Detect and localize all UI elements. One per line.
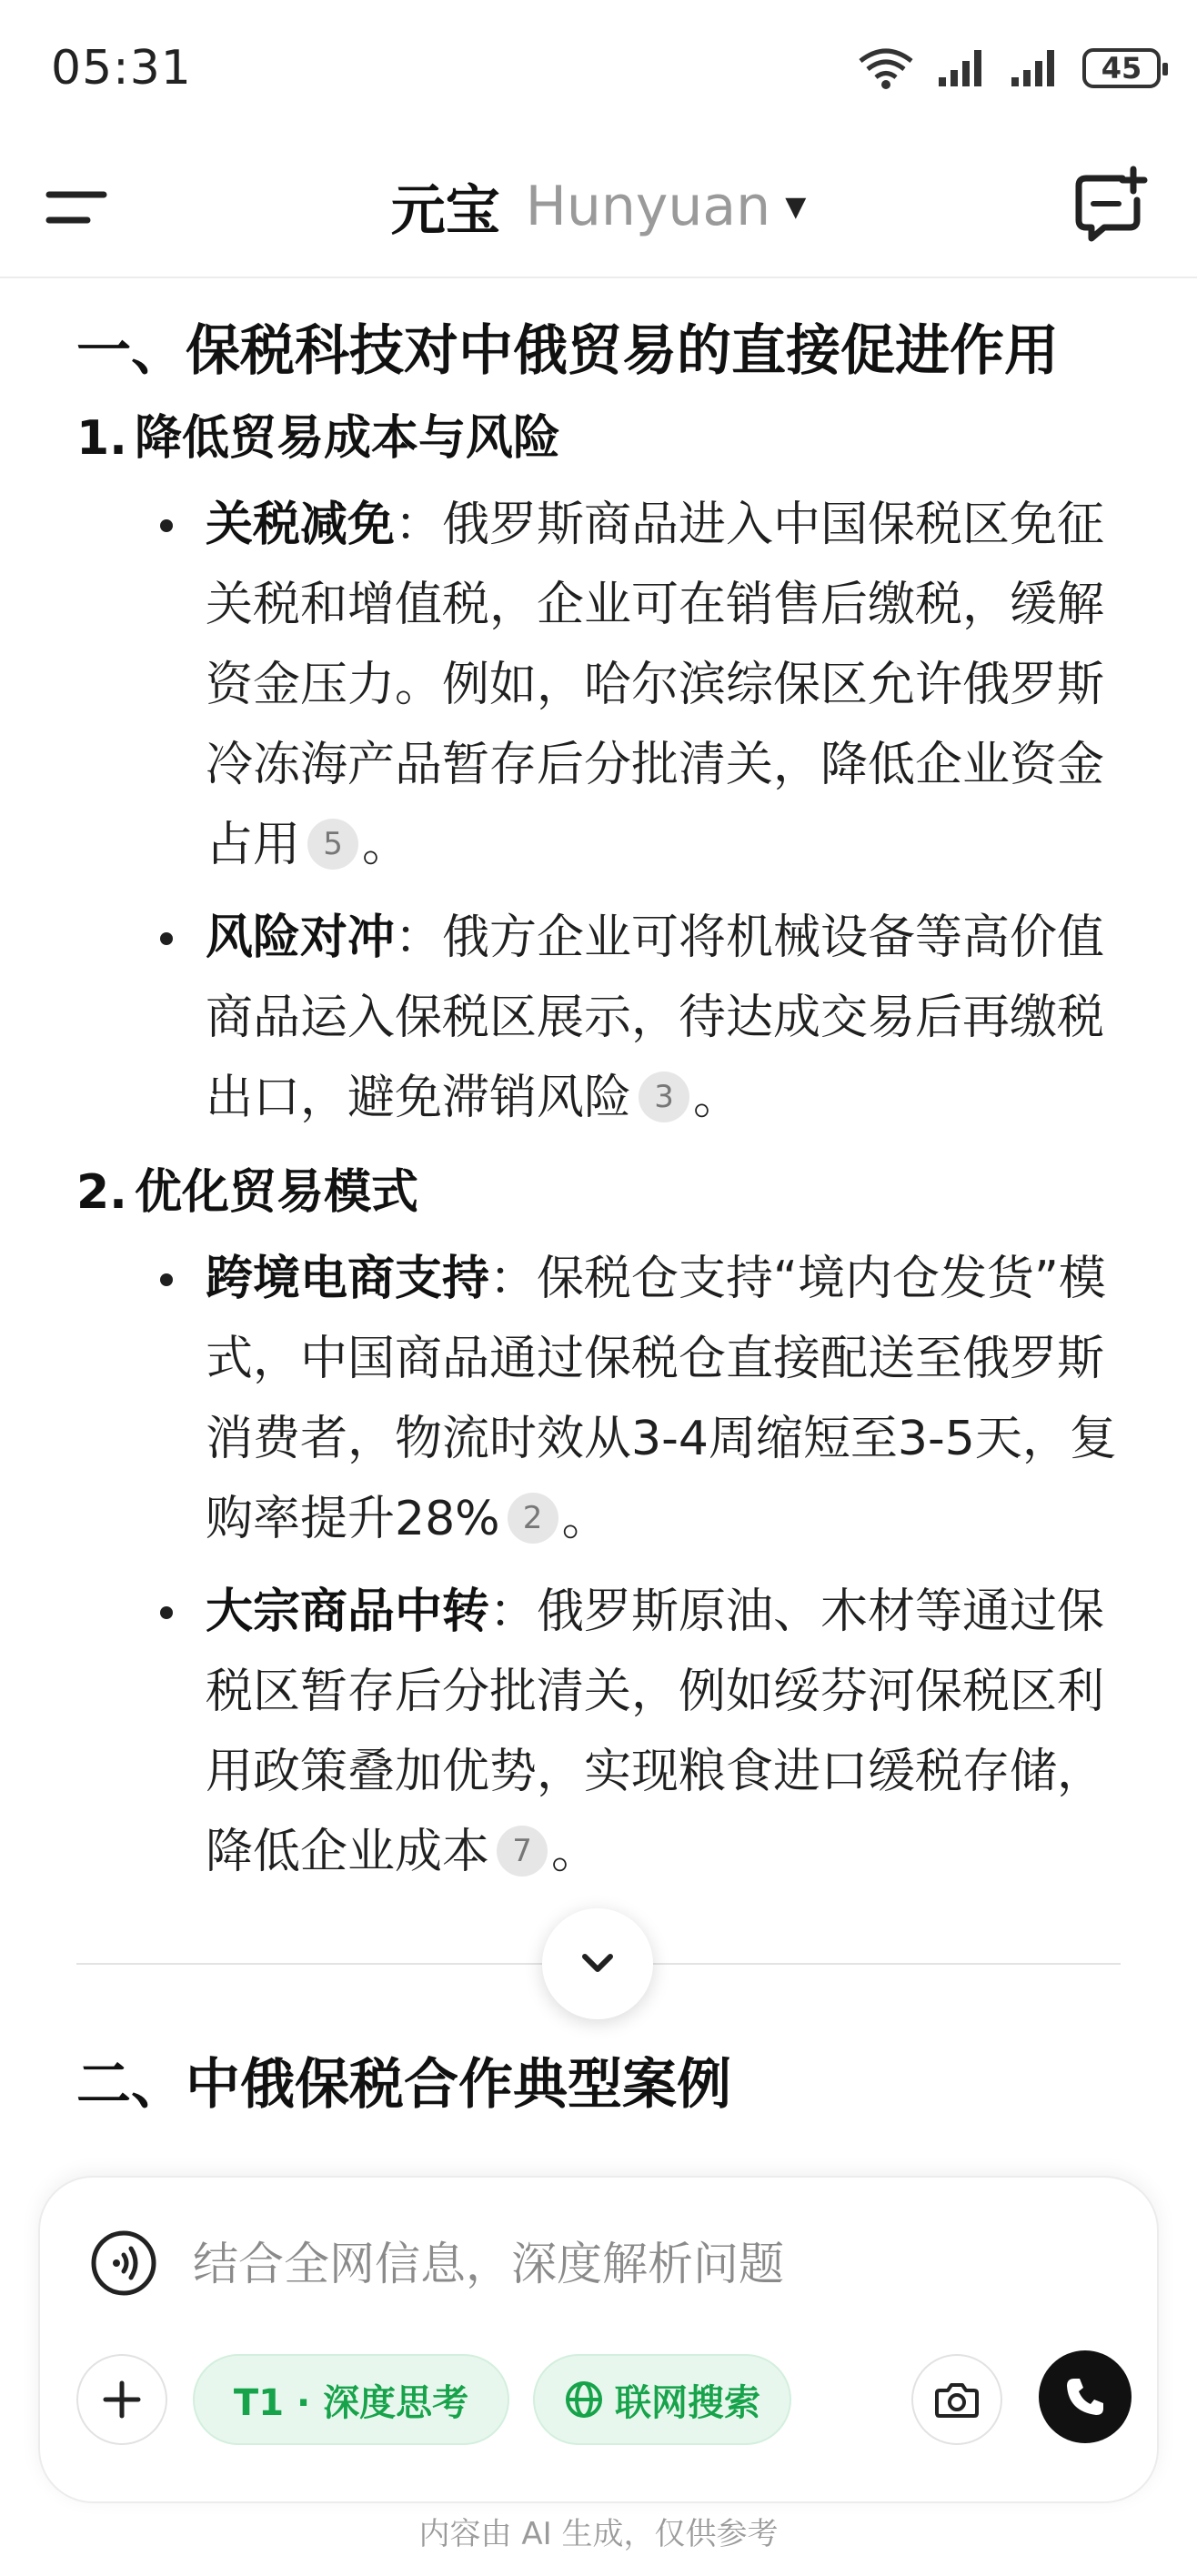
bullet-text: 俄罗斯商品进入中国保税区免征关税和增值税，企业可在销售后缴税，缓解资金压力。例如，哈尔滨综保区允许俄罗斯冷冻海产品暂存后分批清关，降低企业资金占用	[206, 497, 1105, 872]
web-search-label: 联网搜索	[615, 2381, 760, 2424]
new-chat-button[interactable]	[1070, 164, 1152, 246]
list-item	[76, 898, 1121, 1138]
bullet-term: 关税减免	[206, 497, 396, 552]
citation-badge[interactable]: 5	[307, 819, 358, 870]
bullet-end: 。	[362, 817, 410, 872]
composer	[38, 2176, 1159, 2503]
citation-badge[interactable]: 3	[639, 1072, 689, 1122]
scroll-to-bottom-button[interactable]	[542, 1908, 653, 2019]
citation-badge[interactable]: 2	[508, 1493, 558, 1544]
signal-icon	[937, 48, 988, 88]
subsection-heading	[76, 406, 1121, 472]
status-bar	[0, 0, 1197, 136]
model-selector[interactable]	[391, 167, 807, 246]
bullet-separator: ：	[395, 497, 443, 552]
menu-icon	[44, 178, 109, 236]
deep-think-label: T1 · 深度思考	[233, 2381, 469, 2424]
chevron-down-icon	[576, 1942, 619, 1986]
voice-input-button[interactable]	[89, 2229, 158, 2298]
app-header	[0, 136, 1197, 278]
battery-icon: 45	[1082, 48, 1161, 88]
bullet-separator: ：	[395, 910, 443, 965]
section-divider	[76, 1963, 1121, 1965]
bullet-end: 。	[693, 1070, 741, 1125]
menu-button[interactable]	[44, 178, 109, 236]
bullet-list	[76, 485, 1121, 1138]
wifi-icon	[857, 46, 915, 90]
section-heading: 二、中俄保税合作典型案例	[76, 2052, 731, 2117]
citation-badge[interactable]: 7	[497, 1826, 548, 1877]
camera-icon	[934, 2380, 980, 2420]
bullet-term: 大宗商品中转	[206, 1584, 490, 1639]
bullet-separator: ：	[489, 1584, 538, 1639]
model-name: Hunyuan	[525, 175, 771, 238]
bullet-text: 俄罗斯原油、木材等通过保税区暂存后分批清关，例如绥芬河保税区利用政策叠加优势，实现粮食进口缓税存储，降低企业成本	[206, 1584, 1105, 1879]
subsection-heading	[76, 1160, 1121, 1226]
bullet-list	[76, 1239, 1121, 1892]
brand-name: 元宝	[390, 179, 500, 243]
bullet-text: 保税仓支持“境内仓发货”模式，中国商品通过保税仓直接配送至俄罗斯消费者，物流时效从3-4周缩短至3-5天，复购率提升28%	[206, 1251, 1117, 1546]
prompt-input[interactable]	[193, 2223, 1084, 2305]
subsection-title: 优化贸易模式	[134, 1164, 418, 1220]
signal-icon	[1010, 48, 1061, 88]
ai-disclaimer: 内容由 AI 生成，仅供参考	[418, 2516, 779, 2552]
list-item	[76, 1239, 1121, 1559]
phone-icon	[1061, 2373, 1109, 2420]
plus-icon	[102, 2380, 142, 2420]
voice-call-button[interactable]	[1039, 2350, 1132, 2443]
bullet-term: 跨境电商支持	[206, 1251, 490, 1306]
camera-button[interactable]	[911, 2354, 1002, 2445]
answer-content[interactable]	[0, 278, 1197, 2179]
voice-wave-icon	[89, 2229, 158, 2298]
bullet-end: 。	[551, 1824, 599, 1879]
bullet-separator: ：	[489, 1251, 538, 1306]
bullet-term: 风险对冲	[206, 910, 396, 965]
section-heading: 一、保税科技对中俄贸易的直接促进作用	[76, 319, 1059, 383]
add-attachment-button[interactable]	[76, 2354, 167, 2445]
status-time: 05:31	[51, 41, 192, 96]
subsection-number: 1.	[76, 411, 127, 466]
bullet-end: 。	[561, 1491, 609, 1546]
caret-down-icon: ▼	[785, 190, 807, 223]
bullet-text: 俄方企业可将机械设备等高价值商品运入保税区展示，待达成交易后再缴税出口，避免滞销风险	[206, 910, 1105, 1125]
web-search-toggle[interactable]	[533, 2354, 791, 2445]
deep-think-toggle[interactable]	[193, 2354, 509, 2445]
list-item	[76, 485, 1121, 885]
subsection-number: 2.	[76, 1164, 127, 1220]
subsection-title: 降低贸易成本与风险	[134, 411, 560, 466]
globe-icon	[564, 2380, 604, 2420]
new-chat-icon	[1070, 164, 1152, 246]
list-item	[76, 1572, 1121, 1892]
system-icons	[857, 46, 1161, 90]
